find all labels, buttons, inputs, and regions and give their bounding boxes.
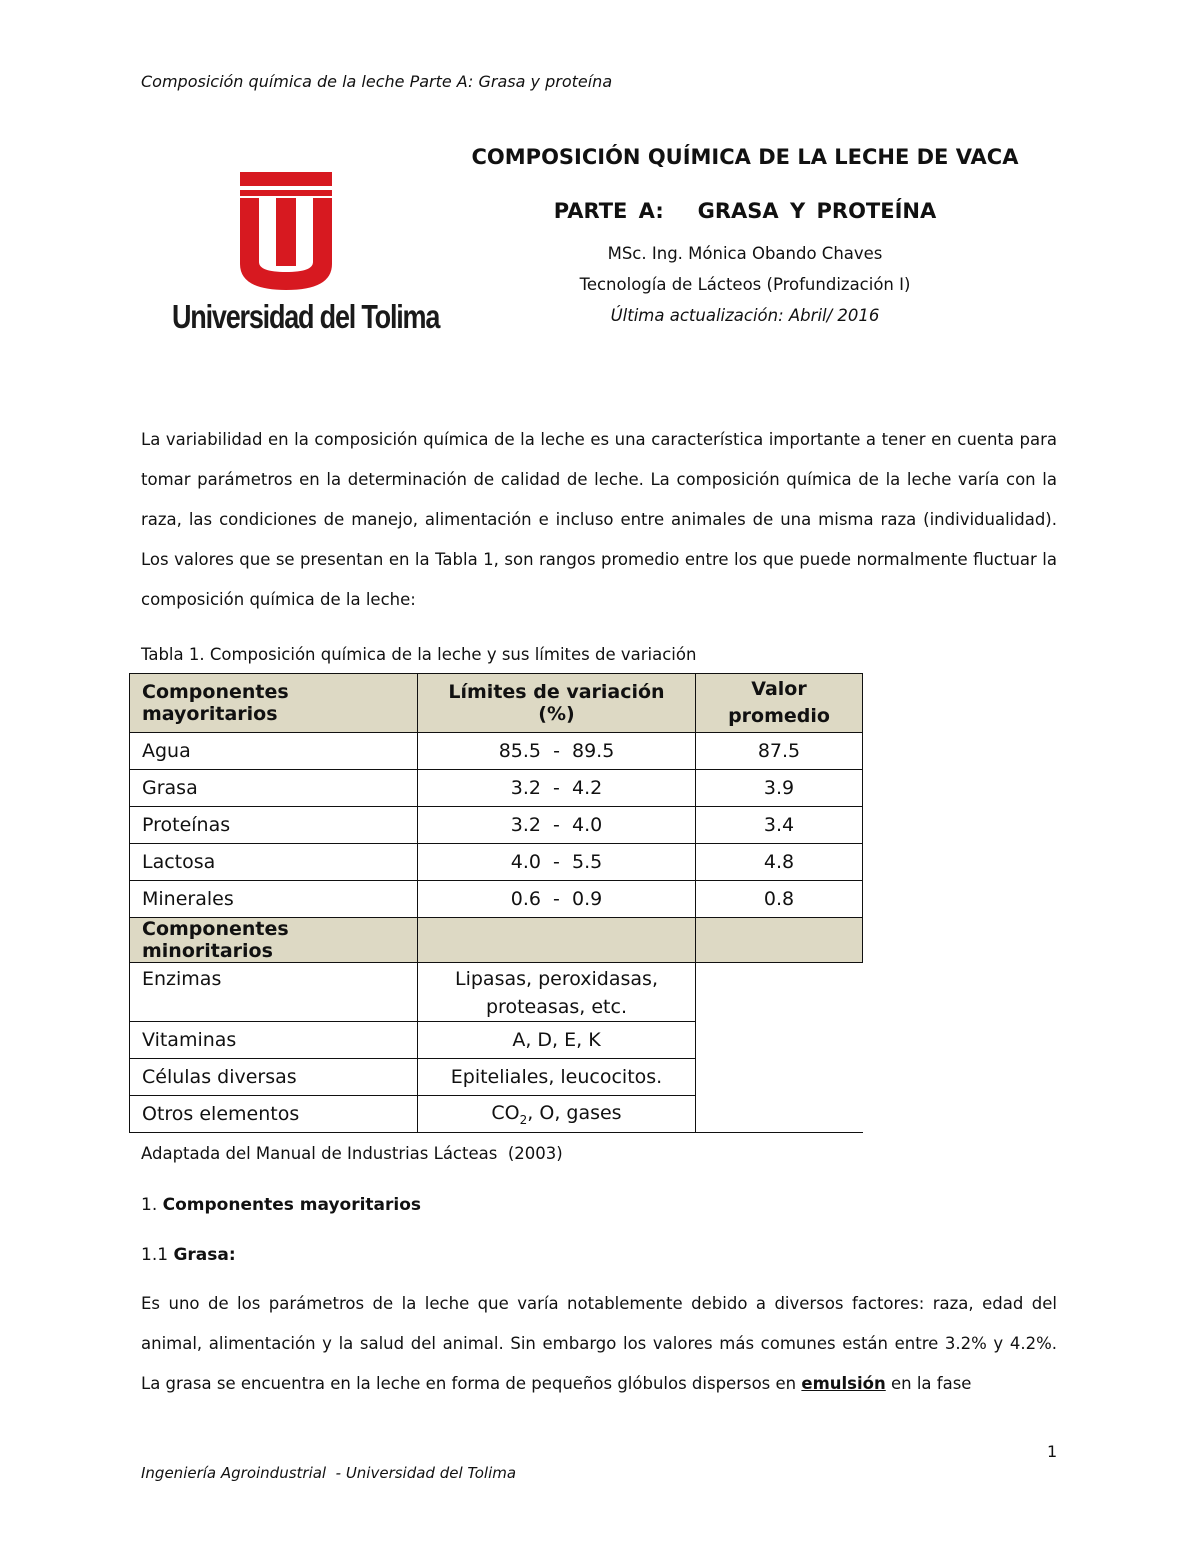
- average-cell: 4.8: [696, 844, 863, 881]
- table-row: [130, 733, 863, 770]
- detail-cell: A, D, E, K: [418, 1022, 696, 1059]
- component-cell: Grasa: [130, 770, 418, 807]
- intro-paragraph: La variabilidad en la composición química de la leche es una característica importante a tener en cuenta para tomar parámetros en la determinación de calidad de leche. La composición química de la leche varía con la raza, las condiciones de manejo, alimentación e incluso entre animales de una misma raza (individualidad). Los valores que se presentan en la Tabla 1, son rangos promedio entre los que puede normalmente fluctuar la composición química de la leche:: [141, 430, 1057, 609]
- detail-cell: Lipasas, peroxidasas, proteasas, etc.: [418, 963, 696, 1022]
- running-footer: Ingeniería Agroindustrial - Universidad del Tolima: [141, 1464, 517, 1482]
- page-number: 1: [1047, 1442, 1058, 1461]
- course-line: Tecnología de Lácteos (Profundización I): [579, 275, 911, 294]
- component-cell: Vitaminas: [130, 1022, 418, 1059]
- component-cell: Proteínas: [130, 807, 418, 844]
- running-header: Composición química de la leche Parte A: Grasa y proteína: [141, 72, 613, 91]
- logo-wordmark: Universidad del Tolima: [172, 298, 440, 336]
- range-cell: 85.5 - 89.5: [418, 733, 696, 770]
- header-cell: Valor promedio: [696, 674, 863, 733]
- average-cell: 87.5: [696, 733, 863, 770]
- co2-subscript: 2: [519, 1112, 528, 1127]
- section-heading-1-1: [141, 1245, 236, 1265]
- composition-table: [129, 673, 863, 1133]
- range-cell: 0.6 - 0.9: [418, 881, 696, 918]
- minor-header-cell: Componentes minoritarios: [130, 918, 418, 963]
- table-header-row: [130, 674, 863, 733]
- updated-line: Última actualización: Abril/ 2016: [610, 306, 880, 325]
- document-subtitle: PARTE A: GRASA Y PROTEÍNA: [553, 199, 937, 223]
- minor-header-row: [130, 918, 863, 963]
- detail-cell: [418, 1096, 696, 1133]
- table-row: [130, 807, 863, 844]
- section-number: 1.: [141, 1195, 158, 1215]
- table-source: Adaptada del Manual de Industrias Lácteas (2003): [141, 1144, 563, 1163]
- paragraph-text: en la fase: [885, 1374, 972, 1393]
- average-cell: 3.4: [696, 807, 863, 844]
- author-line: MSc. Ing. Mónica Obando Chaves: [607, 244, 883, 263]
- detail-cell: Epiteliales, leucocitos.: [418, 1059, 696, 1096]
- header-cell: Componentes mayoritarios: [130, 674, 418, 733]
- table-caption: Tabla 1. Composición química de la leche y sus límites de variación: [141, 645, 697, 664]
- section-title: Componentes mayoritarios: [162, 1195, 422, 1215]
- empty-merged-cell: [696, 963, 863, 1133]
- average-cell: 0.8: [696, 881, 863, 918]
- component-cell: Lactosa: [130, 844, 418, 881]
- component-cell: Minerales: [130, 881, 418, 918]
- section-heading-1: [141, 1195, 421, 1215]
- section-title: Grasa:: [173, 1245, 236, 1265]
- paragraph-text: Es uno de los parámetros de la leche que varía notablemente debido a diversos factores: raza, edad del animal, alimentación y la salud del animal. Sin embargo los valores más comunes están entre 3.2% y 4.2%. La grasa se encuentra en la leche en forma de pequeños glóbulos dispersos en: [141, 1294, 1057, 1393]
- table-row: [130, 770, 863, 807]
- document-title: COMPOSICIÓN QUÍMICA DE LA LECHE DE VACA: [471, 145, 1019, 169]
- university-logo: [168, 168, 440, 336]
- tolima-logo-icon: [168, 168, 408, 298]
- section-number: 1.1: [141, 1245, 169, 1265]
- range-cell: 3.2 - 4.0: [418, 807, 696, 844]
- emphasis-term: emulsión: [801, 1374, 886, 1393]
- document-meta: [440, 238, 1050, 331]
- empty-cell: [696, 918, 863, 963]
- title-block: [440, 145, 1050, 331]
- table-row: [130, 844, 863, 881]
- average-cell: 3.9: [696, 770, 863, 807]
- header-cell: Límites de variación (%): [418, 674, 696, 733]
- component-cell: Células diversas: [130, 1059, 418, 1096]
- component-cell: Enzimas: [130, 963, 418, 1022]
- table-row: [130, 881, 863, 918]
- range-cell: 4.0 - 5.5: [418, 844, 696, 881]
- range-cell: 3.2 - 4.2: [418, 770, 696, 807]
- empty-cell: [418, 918, 696, 963]
- table-row: [130, 963, 863, 1022]
- component-cell: Agua: [130, 733, 418, 770]
- grasa-paragraph: [141, 1284, 1057, 1404]
- gases-text: , O, gases: [527, 1101, 622, 1124]
- co2-text: CO: [491, 1101, 520, 1124]
- component-cell: Otros elementos: [130, 1096, 418, 1133]
